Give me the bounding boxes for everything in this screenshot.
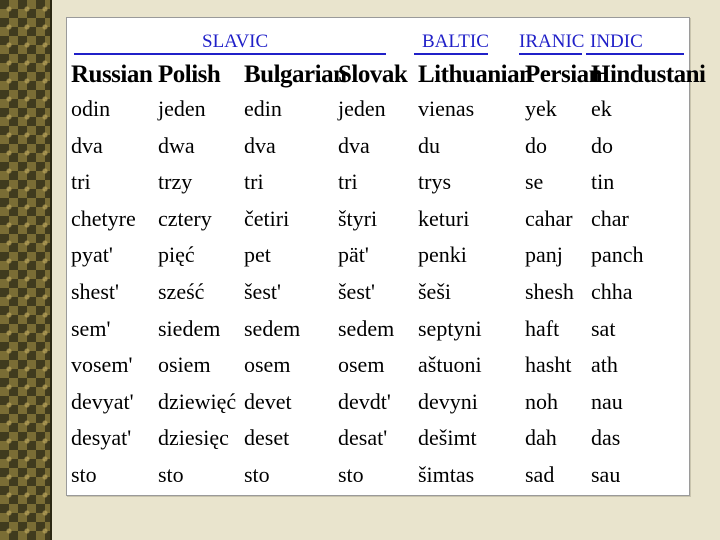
numeral-cell: keturi xyxy=(418,206,470,231)
numeral-cell: desyat' xyxy=(71,425,132,450)
numeral-cell: dva xyxy=(338,133,370,158)
numeral-cell: devdt' xyxy=(338,389,391,414)
numeral-cell: trzy xyxy=(158,169,193,194)
numeral-cell: jeden xyxy=(338,96,386,121)
numeral-cell: tri xyxy=(71,169,91,194)
language-header: Russian xyxy=(71,61,153,88)
numeral-cell: tin xyxy=(591,169,615,194)
language-header: Hindustani xyxy=(591,61,706,88)
numeral-cell: panj xyxy=(525,242,563,267)
numeral-cell: desat' xyxy=(338,425,388,450)
numeral-cell: edin xyxy=(244,96,282,121)
numeral-cell: do xyxy=(591,133,613,158)
numeral-cell: jeden xyxy=(158,96,206,121)
numeral-cell: tri xyxy=(244,169,264,194)
numeral-cell: sedem xyxy=(338,316,395,341)
family-header-baltic: BALTIC xyxy=(414,31,488,55)
numeral-cell: dva xyxy=(71,133,103,158)
numeral-cell: haft xyxy=(525,316,560,341)
language-header: Persian xyxy=(525,61,603,88)
numeral-cell: dwa xyxy=(158,133,195,158)
numeral-cell: du xyxy=(418,133,440,158)
numeral-cell: vienas xyxy=(418,96,475,121)
numeral-cell: devyat' xyxy=(71,389,134,414)
family-header-iranic: IRANIC xyxy=(519,31,582,55)
numeral-cell: sau xyxy=(591,462,621,487)
numeral-cell: dah xyxy=(525,425,557,450)
numeral-cell: ek xyxy=(591,96,612,121)
family-header-slavic: SLAVIC xyxy=(74,31,386,55)
numeral-cell: char xyxy=(591,206,629,231)
numeral-cell: hasht xyxy=(525,352,572,377)
numeral-cell: šest' xyxy=(338,279,375,304)
numeral-cell: pet xyxy=(244,242,271,267)
numeral-cell: dziesięc xyxy=(158,425,229,450)
numeral-cell: ath xyxy=(591,352,618,377)
language-header: Lithuanian xyxy=(418,61,533,88)
numeral-cell: noh xyxy=(525,389,558,414)
numeral-cell: nau xyxy=(591,389,623,414)
numeral-cell: se xyxy=(525,169,544,194)
numeral-cell: sto xyxy=(338,462,364,487)
numeral-cell: pät' xyxy=(338,242,369,267)
numeral-cell: do xyxy=(525,133,547,158)
numeral-cell: sto xyxy=(158,462,184,487)
numeral-cell: sat xyxy=(591,316,616,341)
numeral-cell: dva xyxy=(244,133,276,158)
numeral-cell: sem' xyxy=(71,316,111,341)
numeral-cell: pięć xyxy=(158,242,195,267)
numeral-cell: osiem xyxy=(158,352,211,377)
numeral-cell: panch xyxy=(591,242,644,267)
numerals-table xyxy=(66,17,706,496)
numeral-cell: devet xyxy=(244,389,292,414)
numeral-cell: siedem xyxy=(158,316,221,341)
numeral-cell: chha xyxy=(591,279,633,304)
numeral-cell: dešimt xyxy=(418,425,477,450)
numeral-cell: sto xyxy=(244,462,270,487)
numeral-cell: osem xyxy=(244,352,291,377)
numeral-cell: das xyxy=(591,425,621,450)
numeral-cell: odin xyxy=(71,96,111,121)
numeral-cell: sześć xyxy=(158,279,205,304)
language-header: Slovak xyxy=(338,61,408,88)
numeral-cell: sad xyxy=(525,462,555,487)
numeral-cell: yek xyxy=(525,96,557,121)
numeral-cell: cztery xyxy=(158,206,212,231)
numeral-cell: penki xyxy=(418,242,467,267)
numeral-cell: četiri xyxy=(244,206,290,231)
numeral-cell: pyat' xyxy=(71,242,113,267)
numeral-cell: cahar xyxy=(525,206,573,231)
decorative-border xyxy=(0,0,52,540)
numeral-cell: trys xyxy=(418,169,451,194)
numeral-cell: šeši xyxy=(418,279,451,304)
numeral-cell: šest' xyxy=(244,279,281,304)
numeral-cell: dziewięć xyxy=(158,389,237,414)
numeral-cell: chetyre xyxy=(71,206,136,231)
numeral-cell: aštuoni xyxy=(418,352,482,377)
numeral-cell: šimtas xyxy=(418,462,475,487)
numeral-cell: shesh xyxy=(525,279,574,304)
numeral-cell: sedem xyxy=(244,316,301,341)
language-header: Polish xyxy=(158,61,221,88)
family-header-indic: INDIC xyxy=(586,31,684,55)
numeral-cell: osem xyxy=(338,352,385,377)
numeral-cell: vosem' xyxy=(71,352,133,377)
numeral-cell: štyri xyxy=(338,206,378,231)
numeral-cell: devyni xyxy=(418,389,478,414)
language-header: Bulgarian xyxy=(244,61,347,88)
numeral-cell: shest' xyxy=(71,279,119,304)
numeral-cell: sto xyxy=(71,462,97,487)
numeral-cell: tri xyxy=(338,169,358,194)
numeral-cell: deset xyxy=(244,425,290,450)
numeral-cell: septyni xyxy=(418,316,482,341)
